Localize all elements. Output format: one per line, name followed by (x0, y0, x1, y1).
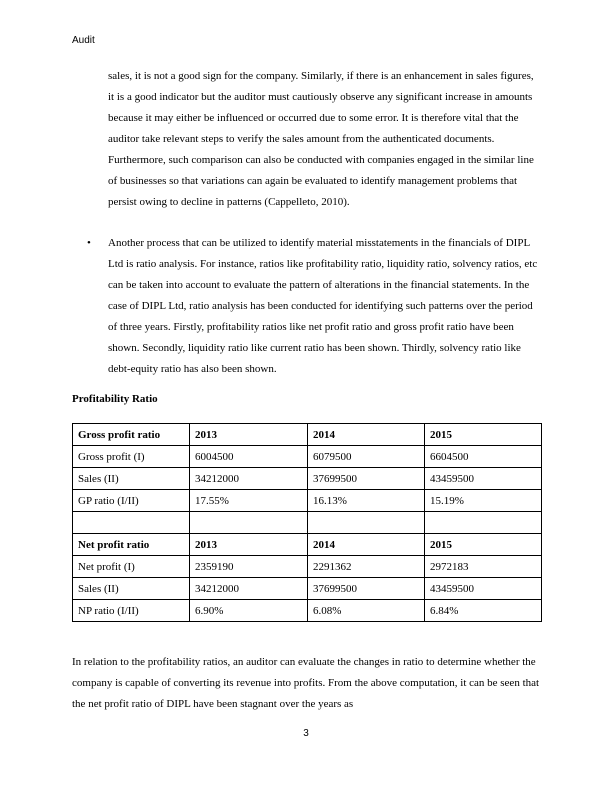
table-empty-cell (190, 512, 308, 534)
gross-profit-header-row (73, 424, 542, 446)
bullet-marker: • (87, 237, 91, 249)
table-row (73, 490, 542, 512)
table-row (73, 446, 542, 468)
table-header-cell: 2014 (308, 534, 425, 556)
profitability-ratio-table (72, 423, 542, 622)
table-cell: 43459500 (425, 578, 542, 600)
table-cell: 2359190 (190, 556, 308, 578)
page-header: Audit (72, 35, 95, 46)
table-cell: 2291362 (308, 556, 425, 578)
table-cell: Net profit (I) (73, 556, 190, 578)
table-row (73, 556, 542, 578)
table-cell: 6079500 (308, 446, 425, 468)
table-row (73, 578, 542, 600)
table-cell: 6604500 (425, 446, 542, 468)
table-header-cell: 2013 (190, 534, 308, 556)
table-spacer-row (73, 512, 542, 534)
table-empty-cell (73, 512, 190, 534)
table-cell: 37699500 (308, 468, 425, 490)
page-number: 3 (303, 728, 309, 739)
table-cell: 34212000 (190, 468, 308, 490)
table-cell: 6.08% (308, 600, 425, 622)
table-header-cell: Net profit ratio (73, 534, 190, 556)
table-cell: 6.90% (190, 600, 308, 622)
table-cell: 43459500 (425, 468, 542, 490)
table-empty-cell (308, 512, 425, 534)
table-cell: Gross profit (I) (73, 446, 190, 468)
net-profit-header-row (73, 534, 542, 556)
continuation-paragraph: sales, it is not a good sign for the company. Similarly, if there is an enhancement in sales figures, it is a good indicator but the auditor must cautiously observe any significant increase in amounts because it may either be influenced or occurred due to some error. It is therefore vital that the auditor take relevant steps to verify the sales amount from the authenticated documents. Furthermore, such comparison can also be conducted with companies engaged in the similar line of businesses so that variations can again be evaluated to identify management problems that persist owing to decline in patterns (Cappelleto, 2010). (108, 70, 534, 208)
table-header-cell: 2015 (425, 534, 542, 556)
table-row (73, 600, 542, 622)
table-empty-cell (425, 512, 542, 534)
table-cell: Sales (II) (73, 468, 190, 490)
section-heading: Profitability Ratio (72, 393, 158, 405)
table-cell: 6004500 (190, 446, 308, 468)
table-header-cell: Gross profit ratio (73, 424, 190, 446)
table-cell: 2972183 (425, 556, 542, 578)
table-header-cell: 2013 (190, 424, 308, 446)
table-cell: 34212000 (190, 578, 308, 600)
table-header-cell: 2014 (308, 424, 425, 446)
table-cell: 37699500 (308, 578, 425, 600)
table-cell: 6.84% (425, 600, 542, 622)
bullet-paragraph: Another process that can be utilized to identify material misstatements in the financials of DIPL Ltd is ratio analysis. For instance, ratios like profitability ratio, liquidity ratio, solvency ratios, etc can be taken into account to evaluate the pattern of alterations in the financial statements. In the case of DIPL Ltd, ratio analysis has been conducted for identifying such patterns over the period of three years. Firstly, profitability ratios like net profit ratio and gross profit ratio have been shown. Secondly, liquidity ratio like current ratio has been shown. Thirdly, solvency ratio like debt-equity ratio has also been shown. (108, 237, 538, 375)
table-cell: GP ratio (I/II) (73, 490, 190, 512)
table-cell: 17.55% (190, 490, 308, 512)
table-cell: NP ratio (I/II) (73, 600, 190, 622)
table-cell: Sales (II) (73, 578, 190, 600)
table-cell: 16.13% (308, 490, 425, 512)
table-row (73, 468, 542, 490)
closing-paragraph: In relation to the profitability ratios, an auditor can evaluate the changes in ratio to determine whether the company is capable of converting its revenue into profits. From the above computation, it can be seen that the net profit ratio of DIPL have been stagnant over the years as (72, 656, 540, 710)
table-cell: 15.19% (425, 490, 542, 512)
table-header-cell: 2015 (425, 424, 542, 446)
